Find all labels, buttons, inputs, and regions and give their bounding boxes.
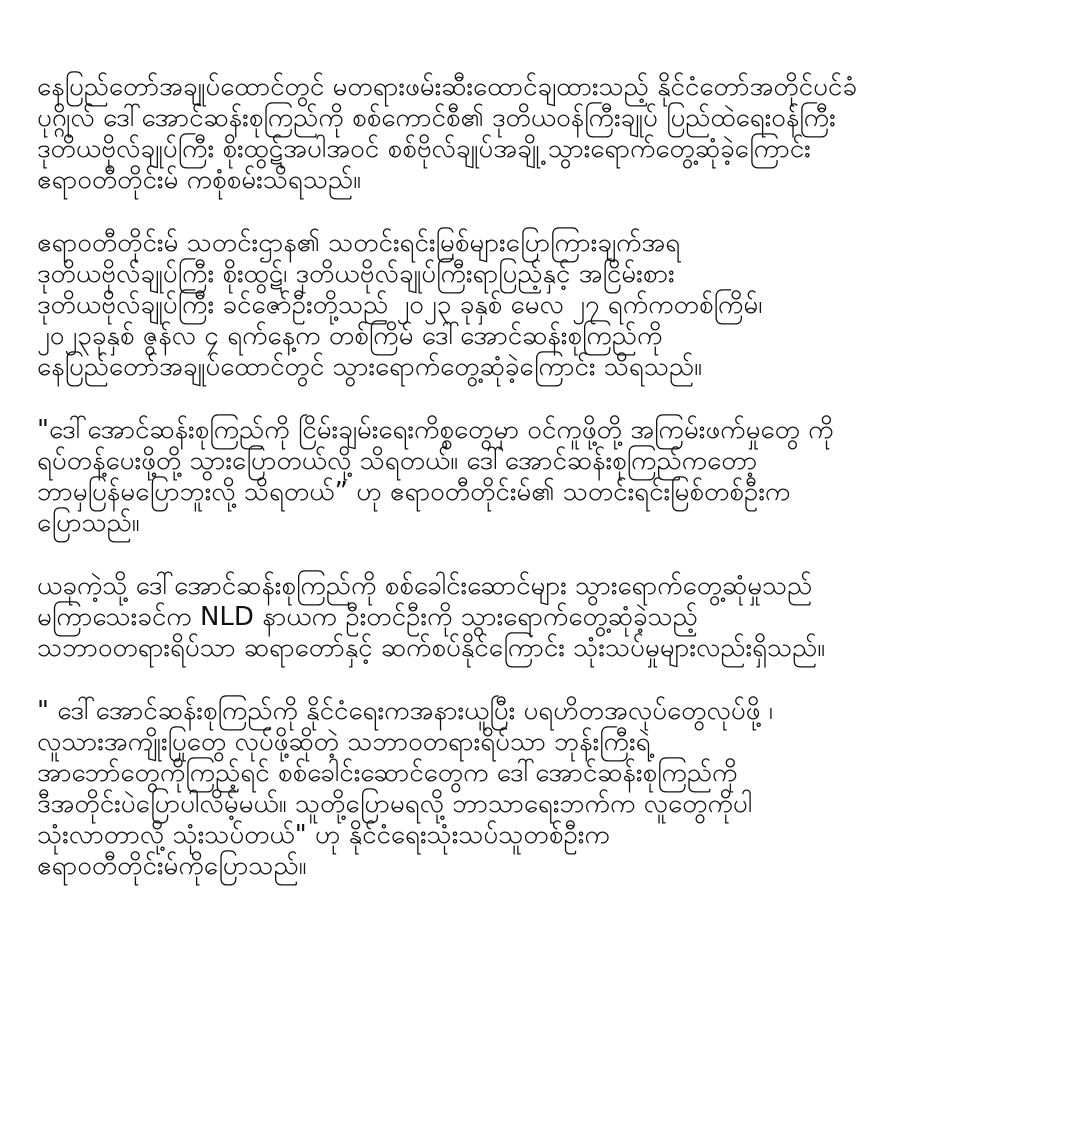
paragraph-line: အာဘော်တွေကိုကြည့်ရင် စစ်ခေါင်းဆောင်တွေက ဒေါ်အောင်ဆန်းစုကြည်ကို (37, 758, 738, 788)
paragraph-line: နေပြည်တော်အချုပ်ထောင်တွင် သွားရောက်တွေ့ဆုံခဲ့ကြောင်း သိရသည်။ (37, 352, 702, 382)
paragraph-line: ဒုတိယဗိုလ်ချုပ်ကြီး စိုးထွဋ်အပါအဝင် စစ်ဗိုလ်ချုပ်အချို့ သွားရောက်တွေ့ဆုံခဲ့ကြောင်း (37, 134, 811, 164)
paragraph-line: ဘာမှပြန်မပြောဘူးလို့ သိရတယ်” ဟု ဧရာဝတီတိုင်းမ်၏ သတင်းရင်းမြစ်တစ်ဦးက (37, 477, 791, 507)
paragraph-line: ၂၀၂၃ခုနှစ် ဇွန်လ ၄ ရက်နေ့က တစ်ကြိမ် ဒေါ်အောင်ဆန်းစုကြည်ကို (37, 321, 663, 351)
paragraph-line: ဧရာဝတီတိုင်းမ် သတင်းဌာန၏ သတင်းရင်းမြစ်များပြောကြားချက်အရ (37, 228, 681, 258)
article-body (37, 72, 1047, 914)
paragraph-line: ပြောသည်။ (37, 508, 140, 538)
paragraph-line: မကြာသေးခင်က NLD နာယက ဦးတင်ဦးကို သွားရောက်တွေ့ဆုံခဲ့သည့် (37, 602, 698, 632)
paragraph-line: ယခုကဲ့သို့ ဒေါ်အောင်ဆန်းစုကြည်ကို စစ်ခေါင်းဆောင်များ သွားရောက်တွေ့ဆုံမှုသည် (37, 571, 813, 601)
paragraph-line: ဧရာဝတီတိုင်းမ် ကစုံစမ်းသိရသည်။ (37, 165, 361, 195)
paragraph-line: သဘာဝတရားရိပ်သာ ဆရာတော်နှင့် ဆက်စပ်နိုင်ကြောင်း သုံးသပ်မှုများလည်းရှိသည်။ (37, 633, 826, 663)
paragraph-3 (37, 415, 1047, 539)
paragraph-2 (37, 228, 1047, 383)
paragraph-line: ဒုတိယဗိုလ်ချုပ်ကြီး ခင်ဇော်ဦးတို့သည် ၂၀၂၃ ခုနှစ် မေလ ၂၇ ရက်ကတစ်ကြိမ်၊ (37, 290, 763, 320)
paragraph-5 (37, 696, 1047, 882)
paragraph-line: ဒီအတိုင်းပဲပြောပါလိမ့်မယ်။ သူတို့ပြောမရလို့ ဘာသာရေးဘက်က လူတွေကိုပါ (37, 789, 753, 819)
paragraph-line: နေပြည်တော်အချုပ်ထောင်တွင် မတရားဖမ်းဆီးထောင်ချထားသည့် နိုင်ငံတော်အတိုင်ပင်ခံ (37, 72, 857, 102)
paragraph-line: ရပ်တန့်ပေးဖို့တို့ သွားပြောတယ်လို့ သိရတယ်။ ဒေါ်အောင်ဆန်းစုကြည်ကတော့ (37, 446, 758, 476)
paragraph-line: "ဒေါ်အောင်ဆန်းစုကြည်ကို ငြိမ်းချမ်းရေးကိစ္စတွေမှာ ဝင်ကူဖို့တို့ အကြမ်းဖက်မှုတွေ ကို (37, 415, 834, 445)
paragraph-line: လူသားအကျိုးပြုတွေ လုပ်ဖို့ဆိုတဲ့ သဘာဝတရားရိပ်သာ ဘုန်းကြီးရဲ့ (37, 727, 651, 757)
paragraph-line: ဧရာဝတီတိုင်းမ်ကိုပြောသည်။ (37, 851, 307, 881)
paragraph-line: ဒုတိယဗိုလ်ချုပ်ကြီး စိုးထွဋ်၊ ဒုတိယဗိုလ်ချုပ်ကြီးရာပြည့်နှင့် အငြိမ်းစား (37, 259, 675, 289)
paragraph-4 (37, 571, 1047, 664)
paragraph-line: ပုဂ္ဂိုလ် ဒေါ်အောင်ဆန်းစုကြည်ကို စစ်ကောင်စီ၏ ဒုတိယဝန်ကြီးချုပ် ပြည်ထဲရေးဝန်ကြီး (37, 103, 836, 133)
paragraph-line: " ဒေါ်အောင်ဆန်းစုကြည်ကို နိုင်ငံရေးကအနားယူပြီး ပရဟိတအလုပ်တွေလုပ်ဖို့ ၊ (37, 696, 773, 726)
paragraph-1 (37, 72, 1047, 196)
paragraph-line: သုံးလာတာလို့ သုံးသပ်တယ်" ဟု နိုင်ငံရေးသုံးသပ်သူတစ်ဦးက (37, 820, 610, 850)
